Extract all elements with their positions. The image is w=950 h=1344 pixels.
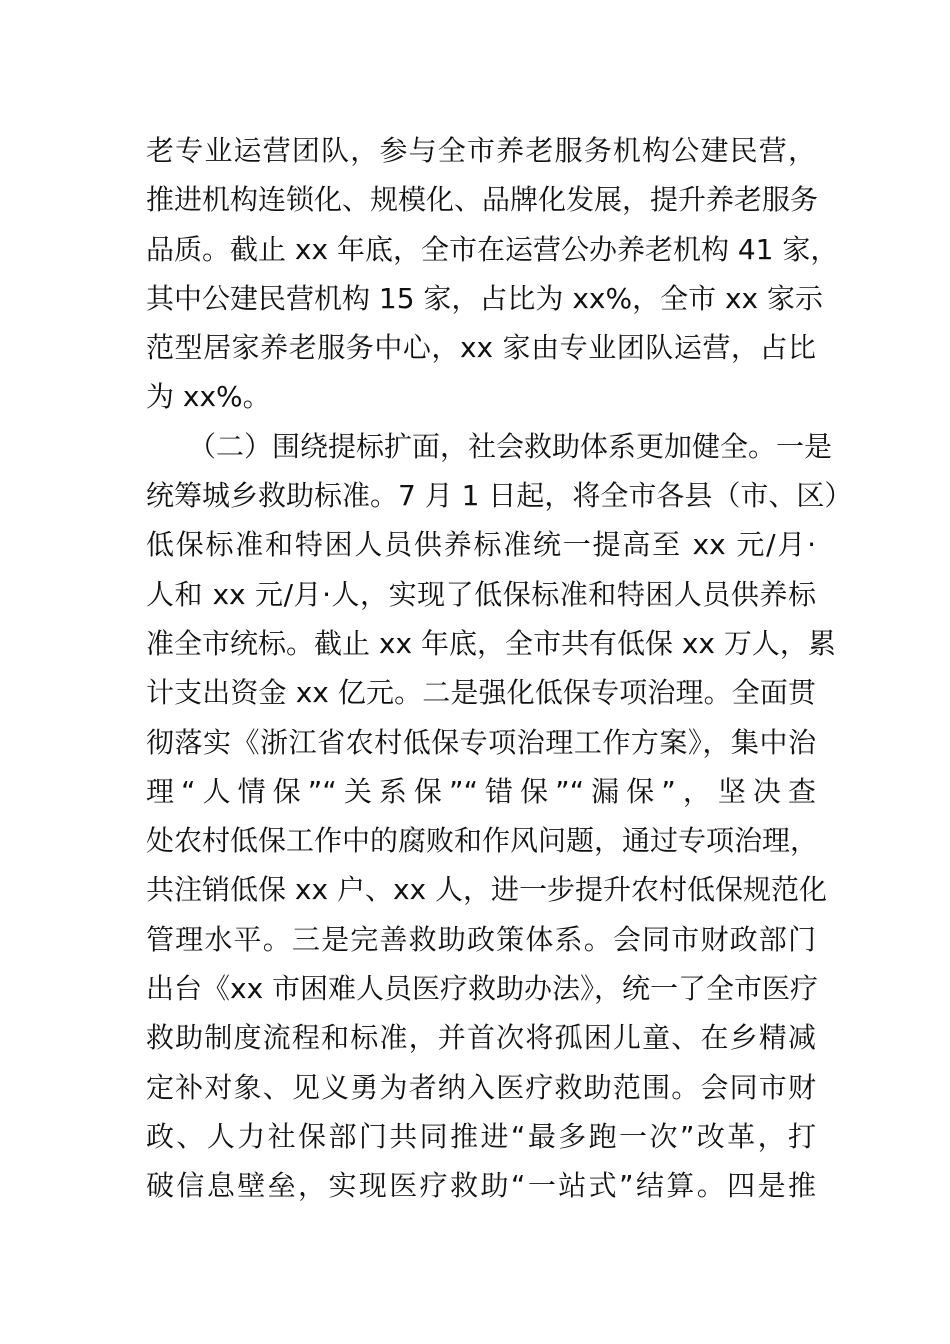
text-line: 统筹城乡救助标准。7 月 1 日起，将全市各县（市、区） <box>146 479 853 513</box>
text-line: 处农村低保工作中的腐败和作风问题，通过专项治理， <box>146 824 819 858</box>
text-line: 低保标准和特困人员供养标准统一提高至 xx 元/月· <box>146 528 816 562</box>
text-line: 政、人力社保部门共同推进“最多跑一次”改革，打 <box>146 1119 816 1153</box>
text-line: 品质。截止 xx 年底，全市在运营公办养老机构 41 家， <box>146 232 839 266</box>
text-line: 为 xx%。 <box>146 380 271 414</box>
section-heading-line: （二）围绕提标扩面，社会救助体系更加健全。一是 <box>188 429 833 463</box>
text-line: 彻落实《浙江省农村低保专项治理工作方案》，集中治 <box>146 725 816 759</box>
text-line: 老专业运营团队，参与全市养老服务机构公建民营， <box>146 134 816 167</box>
text-line: 共注销低保 xx 户、xx 人，进一步提升农村低保规范化 <box>146 873 827 907</box>
text-line: 计支出资金 xx 亿元。二是强化低保专项治理。全面贯 <box>146 676 816 710</box>
text-line: 出台《xx 市困难人员医疗救助办法》，统一了全市医疗 <box>146 972 819 1006</box>
text-line: 定补对象、见义勇为者纳入医疗救助范围。会同市财 <box>146 1070 816 1104</box>
text-line: 救助制度流程和标准，并首次将孤困儿童、在乡精减 <box>146 1021 816 1055</box>
text-line: 人和 xx 元/月·人，实现了低保标准和特困人员供养标 <box>146 577 816 611</box>
text-line: 管理水平。三是完善救助政策体系。会同市财政部门 <box>146 922 816 956</box>
text-line: 准全市统标。截止 xx 年底，全市共有低保 xx 万人，累 <box>146 626 836 660</box>
text-line: 其中公建民营机构 15 家，占比为 xx%，全市 xx 家示 <box>146 281 824 315</box>
body-text <box>146 126 853 1211</box>
text-line: 破信息壁垒，实现医疗救助“一站式”结算。四是推 <box>146 1169 816 1203</box>
text-line: 理“人情保”“关系保”“错保”“漏保”，坚决查 <box>146 774 816 808</box>
text-line: 推进机构连锁化、规模化、品牌化发展，提升养老服务 <box>146 183 819 217</box>
text-line: 范型居家养老服务中心，xx 家由专业团队运营，占比 <box>146 331 816 365</box>
